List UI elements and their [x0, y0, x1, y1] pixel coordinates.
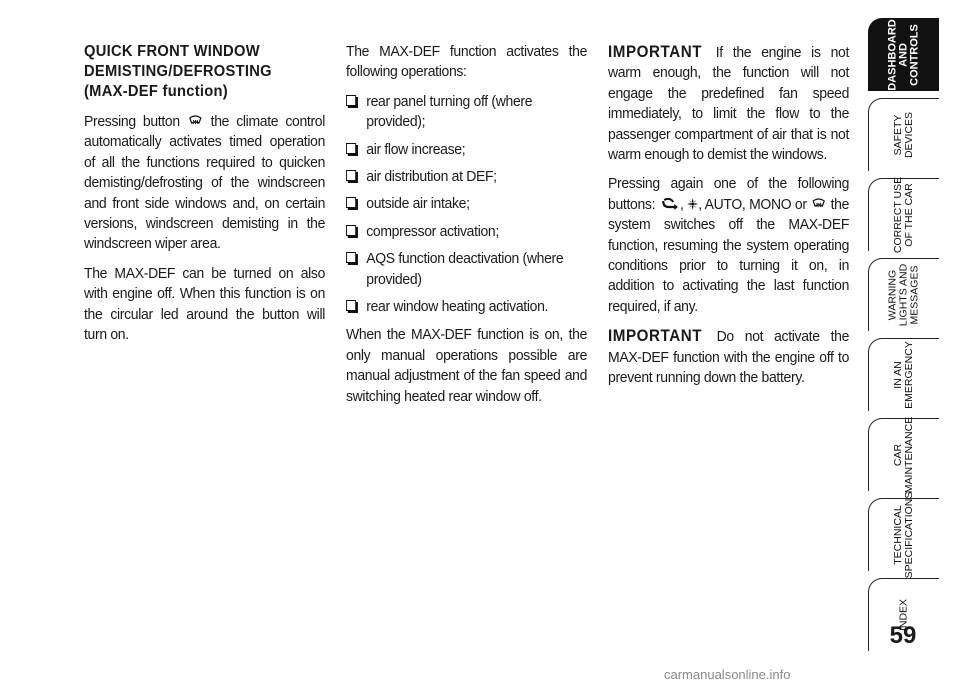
- tab-label-line: CORRECT USE: [892, 176, 904, 254]
- checkbox-bullet-icon: [346, 95, 356, 106]
- tab-label-line: LIGHTS AND: [897, 263, 910, 327]
- paragraph-pressing-button: [84, 112, 325, 255]
- p2-post: the system switches off the MAX-DEF function, resuming the system operating conditions prior to turning it on, in addition to activating the last function required, if any.: [608, 195, 850, 315]
- tab-safety-devices[interactable]: [868, 98, 939, 171]
- operations-outro: When the MAX-DEF function is on, the only manual operations possible are manual adjustment of the fan speed and switching heated rear window off.: [346, 326, 588, 405]
- important-text-1: If the engine is not warm enough, the function will not engage the predefined fan speed immediately, to limit the flow to the passenger compartment of air that is not warm enough to demist the windows.: [608, 44, 850, 164]
- tab-label-line: DASHBOARD: [886, 19, 899, 91]
- important-text-2: Do not activate the MAX-DEF function with the engine off to prevent running down the battery.: [608, 328, 850, 387]
- heading-line-3: (MAX-DEF function): [84, 83, 228, 100]
- tab-label-line: DEVICES: [903, 111, 915, 159]
- checkbox-bullet-icon: [346, 225, 356, 236]
- tab-label-line: INDEX: [897, 598, 910, 632]
- tab-label-line: MAINTENANCE: [903, 416, 915, 494]
- fan-icon: [687, 198, 698, 210]
- windscreen-defrost-icon: [189, 115, 202, 127]
- tab-label-line: CONTROLS: [908, 24, 921, 86]
- paragraph-engine-off: The MAX-DEF can be turned on also with engine off. When this function is on the circular led around the button will turn on.: [84, 264, 326, 344]
- list-item: outside air intake;: [346, 194, 587, 214]
- important-label-2: IMPORTANT: [608, 327, 703, 346]
- important-label: IMPORTANT: [608, 43, 703, 61]
- tab-dashboard-and-controls[interactable]: [868, 18, 939, 91]
- tab-label-line: SAFETY: [892, 114, 904, 156]
- windscreen-defrost-icon: [812, 198, 825, 210]
- tab-warning-lights-and-messages[interactable]: [868, 258, 939, 331]
- heading-line-2: DEMISTING/DEFROSTING: [84, 63, 272, 80]
- watermark: carmanualsonline.info: [664, 667, 791, 682]
- list-item: air distribution at DEF;: [346, 167, 587, 187]
- tab-label-line: AND: [897, 43, 910, 67]
- page-number: 59: [889, 622, 917, 649]
- p1-post: the climate control automatically activates timed operation of all the functions required to quicken demisting/defrosting of the windscreen and front side windows and, on certain versions, windscreen demisting in the windscreen wiper area.: [84, 113, 326, 253]
- checkbox-bullet-icon: [346, 197, 356, 208]
- tab-car-maintenance[interactable]: [868, 416, 939, 494]
- p2-mid: , AUTO, MONO or: [698, 195, 807, 213]
- checkbox-bullet-icon: [346, 252, 356, 263]
- list-item: air flow increase;: [346, 140, 587, 160]
- tab-label-line: IN AN: [892, 361, 904, 389]
- tab-label-line: WARNING: [886, 269, 899, 321]
- column-2: [346, 42, 587, 416]
- tab-in-an-emergency[interactable]: [868, 338, 939, 411]
- paragraph-pressing-again: Pressing again one of the following buttons: , , AUTO, MONO or the system switches off the MAX-DEF function, resuming the system operating conditions prior to turning it on, in addition to activating the last function required, if any.: [608, 175, 850, 315]
- column-3: [608, 42, 849, 398]
- column-1: [84, 42, 325, 354]
- section-tabs-sidebar: [868, 18, 938, 658]
- checkbox-bullet-icon: [346, 170, 356, 181]
- tab-label-line: OF THE CAR: [903, 183, 915, 247]
- important-paragraph-2: [608, 326, 849, 388]
- tab-label-line: TECHNICAL: [892, 505, 904, 565]
- list-item: rear window heating activation.: [346, 297, 587, 317]
- section-heading: [84, 42, 325, 102]
- tab-label-line: CAR: [892, 443, 904, 467]
- list-item: compressor activation;: [346, 222, 587, 242]
- checkbox-bullet-icon: [346, 143, 356, 154]
- p2-pre: Pressing again one of the following buttons:: [608, 175, 850, 213]
- tab-technical-specifications[interactable]: [868, 491, 939, 579]
- recirculation-icon: [662, 198, 680, 210]
- tab-label-line: MESSAGES: [908, 265, 921, 325]
- list-item: AQS function deactivation (where provided): [346, 249, 587, 290]
- operations-list: [346, 92, 587, 318]
- operations-intro: The MAX-DEF function activates the following operations:: [346, 43, 588, 81]
- checkbox-bullet-icon: [346, 300, 356, 311]
- tab-label-line: SPECIFICATIONS: [903, 491, 915, 579]
- heading-line-1: QUICK FRONT WINDOW: [84, 43, 260, 60]
- important-paragraph-1: [608, 42, 849, 165]
- p1-pre: Pressing button: [84, 113, 180, 130]
- tab-correct-use-of-the-car[interactable]: [868, 176, 939, 254]
- tab-label-line: EMERGENCY: [903, 341, 915, 409]
- list-item: rear panel turning off (where provided);: [346, 92, 587, 133]
